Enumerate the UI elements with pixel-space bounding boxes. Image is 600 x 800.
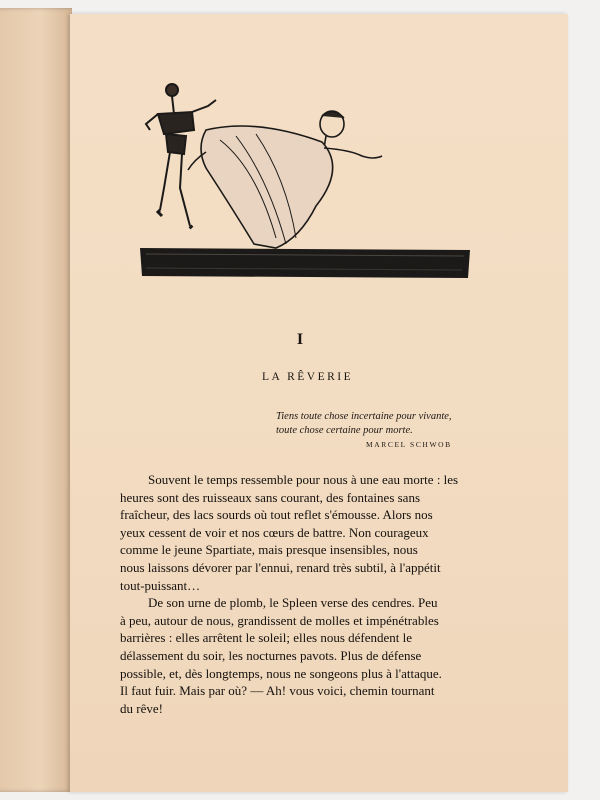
text-line: du rêve! [120, 700, 163, 716]
text-line: barrières : elles arrêtent le soleil; elles nous défendent le [120, 630, 413, 646]
epigraph [276, 410, 471, 438]
left-page-edge [0, 8, 72, 792]
text-line: heures sont des ruisseaux sans courant, des fontaines sans [120, 489, 421, 505]
text-line: fraîcheur, des lacs sourds où tout reflet s'émousse. Alors nos [120, 507, 433, 523]
body-text [120, 471, 470, 717]
dancers-illustration [136, 78, 476, 284]
text-line: possible, et, dès longtemps, nous ne songeons plus à l'attaque. [120, 665, 442, 681]
text-line: Souvent le temps ressemble pour nous à une eau morte : les [148, 472, 459, 487]
text-line: tout-puissant… [120, 577, 201, 593]
text-line: comme le jeune Spartiate, mais presque insensibles, nous [120, 542, 418, 558]
epigraph-author: MARCEL SCHWOB [366, 440, 452, 449]
text-line: De son urne de plomb, le Spleen verse des cendres. Peu [148, 595, 438, 611]
epigraph-line: toute chose certaine pour morte. [276, 425, 413, 436]
text-line: à peu, autour de nous, grandissent de molles et impénétrables [120, 612, 439, 628]
chapter-number: I [296, 331, 304, 348]
text-line: délassement du soir, les nocturnes pavots. Plus de défense [120, 647, 422, 663]
chapter-title: LA RÊVERIE [262, 371, 354, 383]
text-line: yeux cessent de voir et nos cœurs de battre. Non courageux [120, 524, 429, 540]
text-line: nous laissons dévorer par l'ennui, renard très subtil, à l'appétit [120, 559, 441, 575]
text-line: Il faut fuir. Mais par où? — Ah! vous voici, chemin tournant [120, 683, 435, 699]
epigraph-line: Tiens toute chose incertaine pour vivante, [276, 411, 452, 422]
